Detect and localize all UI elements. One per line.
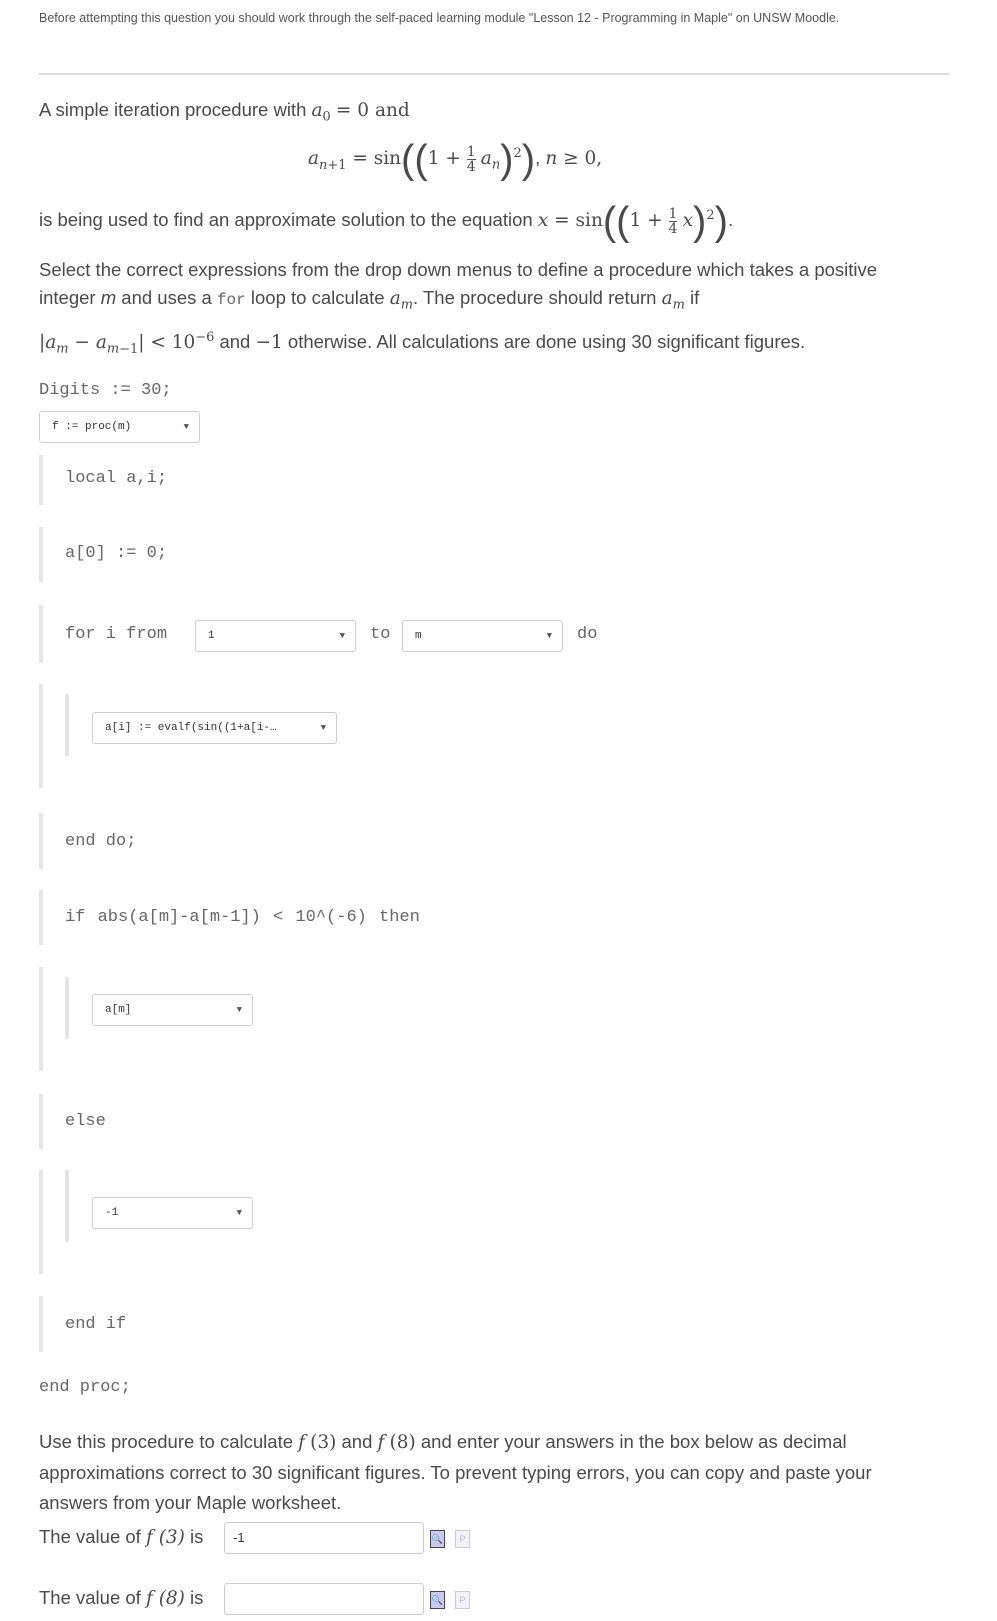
text: approximations correct to 30 significant figures. To prevent typing errors, you can copy and paste your: [39, 1462, 872, 1483]
preview-icon[interactable]: P: [455, 1591, 470, 1609]
f3-answer-input[interactable]: -1: [224, 1522, 424, 1554]
divider: [39, 73, 949, 75]
text: and uses a: [121, 287, 212, 308]
text: if: [690, 287, 700, 308]
code-line: do: [577, 625, 598, 644]
code-line: a[0] := 0;: [65, 544, 168, 563]
chevron-down-icon: ▼: [320, 723, 326, 733]
text: answers from your Maple worksheet.: [39, 1492, 342, 1513]
text: . The procedure should return: [413, 287, 657, 308]
code-line: local a,i;: [65, 469, 168, 488]
text: is being used to find an approximate solution to the equation: [39, 209, 533, 231]
nested-block: [65, 977, 69, 1039]
text: A simple iteration procedure with: [39, 99, 307, 120]
code-block-loop-body: [39, 684, 43, 788]
digits-line: Digits := 30;: [39, 381, 172, 400]
chevron-down-icon: ▼: [236, 1208, 242, 1218]
text: and enter your answers in the box below as decimal: [420, 1431, 847, 1452]
f3-label: [39, 1523, 203, 1552]
dropdown-value: a[i] := evalf(sin((1+a[i-…: [105, 722, 277, 734]
nested-block: [65, 1170, 69, 1242]
code-line: else: [65, 1112, 106, 1131]
dropdown-value: f := proc(m): [52, 421, 132, 433]
dropdown-value: m: [415, 630, 422, 642]
text: for: [216, 291, 246, 309]
validate-icon[interactable]: 🔍: [430, 1530, 445, 1548]
code-block-for: [39, 605, 598, 663]
f8-label: [39, 1584, 203, 1613]
code-block-end-if: [39, 1296, 127, 1352]
answer-instructions: Use this procedure to calculate f (3) and f (8) and enter your answers in the box below as decimal approximations correct to 30 significant figures. To prevent typing errors, you can copy and paste your answers from your Maple worksheet.: [39, 1428, 969, 1517]
validate-icon[interactable]: 🔍: [430, 1591, 445, 1609]
end-proc-line: end proc;: [39, 1378, 131, 1397]
text: and: [219, 330, 251, 352]
text: f (8): [145, 1588, 185, 1609]
text: The value of: [39, 1587, 141, 1608]
text: The value of: [39, 1526, 141, 1547]
question-line-3: Select the correct expressions from the drop down menus to define a procedure which takes a positive integer m and uses a for loop to calculate $a_m$. The procedure should return $a_m$ if $|a_m - a_{m-1}| < 10^{-6}$ and −1 otherwise. All calculations are done using 30 significant figures.: [39, 256, 959, 364]
code-line: to: [370, 625, 391, 644]
intro-note: Before attempting this question you should work through the self-paced learning module "Lesson 12 - Programming in Maple" on UNSW Moodle.: [39, 11, 840, 25]
code-block-init: [39, 527, 168, 582]
text: loop to calculate: [250, 287, 385, 308]
f8-answer-input[interactable]: [224, 1583, 424, 1615]
nested-block: [65, 694, 69, 756]
text: and: [341, 1431, 373, 1452]
code-block-local: [39, 455, 168, 505]
text: is: [190, 1587, 204, 1608]
proc-dropdown[interactable]: [39, 411, 200, 443]
then-dropdown[interactable]: [92, 994, 253, 1026]
text: otherwise. All calculations are done using 30 significant figures.: [287, 330, 806, 352]
from-dropdown[interactable]: [195, 620, 356, 652]
preview-icon[interactable]: P: [455, 1530, 470, 1548]
code-line: end do;: [65, 832, 137, 851]
text: m: [100, 287, 117, 308]
code-block-end-do: [39, 813, 137, 869]
chevron-down-icon: ▼: [339, 631, 345, 641]
recurrence-formula: $a_{n+1} = \sin((1$ + $\frac{1}{4}$ $a_n)^2$), n ≥ 0,: [308, 137, 603, 182]
question-line-2: is being used to find an approximate solution to the equation x = sin((1 + $\frac{1}{4}$ x)$^2$).: [39, 199, 734, 244]
code-line: for i from: [65, 625, 168, 644]
code-block-then: [39, 967, 43, 1071]
question-line-1: A simple iteration procedure with $a_0 = 0$ and: [39, 99, 410, 125]
text: Select the correct expressions from the drop down menus to define a procedure which takes a positive: [39, 259, 878, 280]
else-dropdown[interactable]: [92, 1197, 253, 1229]
text: integer: [39, 287, 96, 308]
text: Use this procedure to calculate: [39, 1431, 293, 1452]
chevron-down-icon: ▼: [183, 422, 189, 432]
dropdown-value: a[m]: [105, 1004, 132, 1016]
chevron-down-icon: ▼: [546, 631, 552, 641]
chevron-down-icon: ▼: [236, 1005, 242, 1015]
to-dropdown[interactable]: [402, 620, 563, 652]
code-block-else: [39, 1094, 106, 1149]
text: is: [190, 1526, 204, 1547]
code-line: end if: [65, 1315, 127, 1334]
loop-body-dropdown[interactable]: [92, 712, 337, 744]
text: = 0 and: [335, 100, 410, 121]
text: f (3): [145, 1527, 185, 1548]
code-line: if abs(a[m]-a[m-1]) < 10^(-6) then: [65, 908, 420, 927]
code-block-if: [39, 890, 420, 945]
dropdown-value: -1: [105, 1207, 119, 1219]
code-block-else-body: [39, 1170, 43, 1274]
dropdown-value: 1: [208, 630, 215, 642]
